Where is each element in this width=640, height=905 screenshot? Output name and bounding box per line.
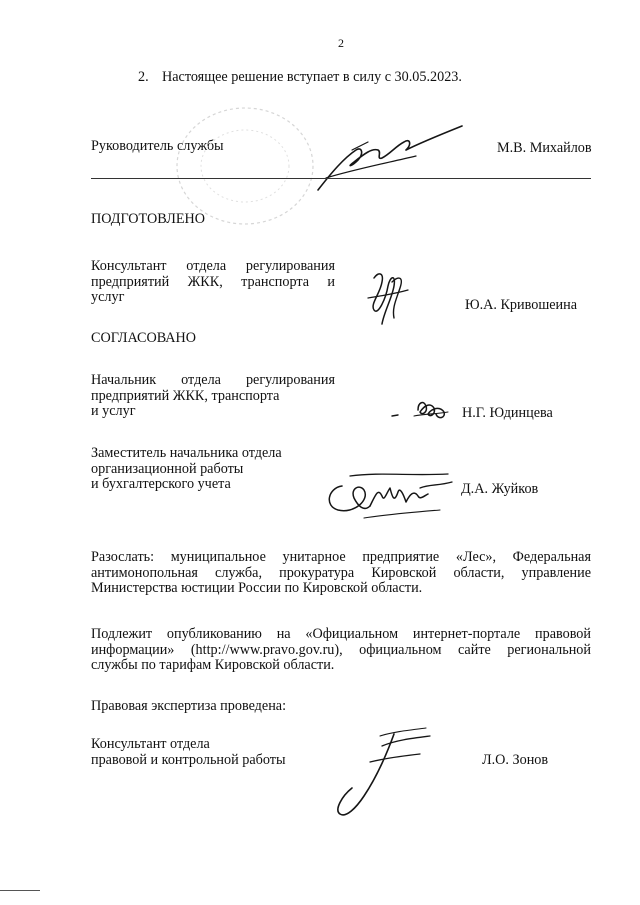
publication-block xyxy=(91,627,591,674)
distribution-line: Разослать: муниципальное унитарное предприятие «Лес», Федеральная xyxy=(91,549,591,565)
page-number: 2 xyxy=(338,36,344,50)
prepared-heading: ПОДГОТОВЛЕНО xyxy=(91,211,205,227)
prepared-name: Ю.А. Кривошеина xyxy=(465,297,578,313)
item-number: 2. xyxy=(138,69,149,85)
agreed-line: и бухгалтерского учета xyxy=(91,476,231,492)
prepared-signature xyxy=(364,268,412,328)
legal-review-name: Л.О. Зонов xyxy=(482,752,549,768)
distribution-line: Министерства юстиции России по Кировской области. xyxy=(91,580,423,596)
prepared-line: предприятий ЖКК, транспорта и xyxy=(91,273,335,290)
bottom-edge-mark xyxy=(0,890,40,891)
item-text: Настоящее решение вступает в силу с 30.05.2023. xyxy=(162,69,462,85)
legal-review-position xyxy=(91,737,286,768)
publication-line: службы по тарифам Кировской области. xyxy=(91,657,335,673)
separator-line xyxy=(91,178,591,179)
agreed-signer-2-position xyxy=(91,446,282,493)
agreed-signer-1-name: Н.Г. Юдинцева xyxy=(462,405,553,421)
legal-review-signature xyxy=(330,726,440,826)
head-name: М.В. Михайлов xyxy=(497,140,592,156)
distribution-line: антимонопольная служба, прокуратура Кировской области, управление xyxy=(91,564,591,581)
agreed-line: и услуг xyxy=(91,403,136,419)
legal-review-text: Правовая экспертиза проведена: xyxy=(91,698,287,714)
head-position: Руководитель службы xyxy=(91,138,224,154)
legal-review-line: правовой и контрольной работы xyxy=(91,751,286,768)
agreed-signer-1-position xyxy=(91,373,335,420)
prepared-line: Консультант отдела регулирования xyxy=(91,258,335,274)
distribution-block xyxy=(91,550,591,597)
agreed-signer-2-signature xyxy=(320,466,460,524)
agreed-line: Начальник отдела регулирования xyxy=(91,372,335,388)
publication-line: информации» (http://www.pravo.gov.ru), официальном сайте региональной xyxy=(91,641,591,658)
prepared-position xyxy=(91,259,335,306)
agreed-signer-1-signature xyxy=(388,392,452,426)
agreed-signer-2-name: Д.А. Жуйков xyxy=(461,481,539,497)
publication-line: Подлежит опубликованию на «Официальном интернет-портале правовой xyxy=(91,626,591,642)
legal-review-line: Консультант отдела xyxy=(91,736,210,752)
agreed-line: Заместитель начальника отдела xyxy=(91,445,282,461)
head-signature xyxy=(312,120,472,200)
agreed-line: предприятий ЖКК, транспорта xyxy=(91,387,280,404)
agreed-line: организационной работы xyxy=(91,460,244,477)
agreed-heading: СОГЛАСОВАНО xyxy=(91,330,197,346)
prepared-line: услуг xyxy=(91,289,125,305)
